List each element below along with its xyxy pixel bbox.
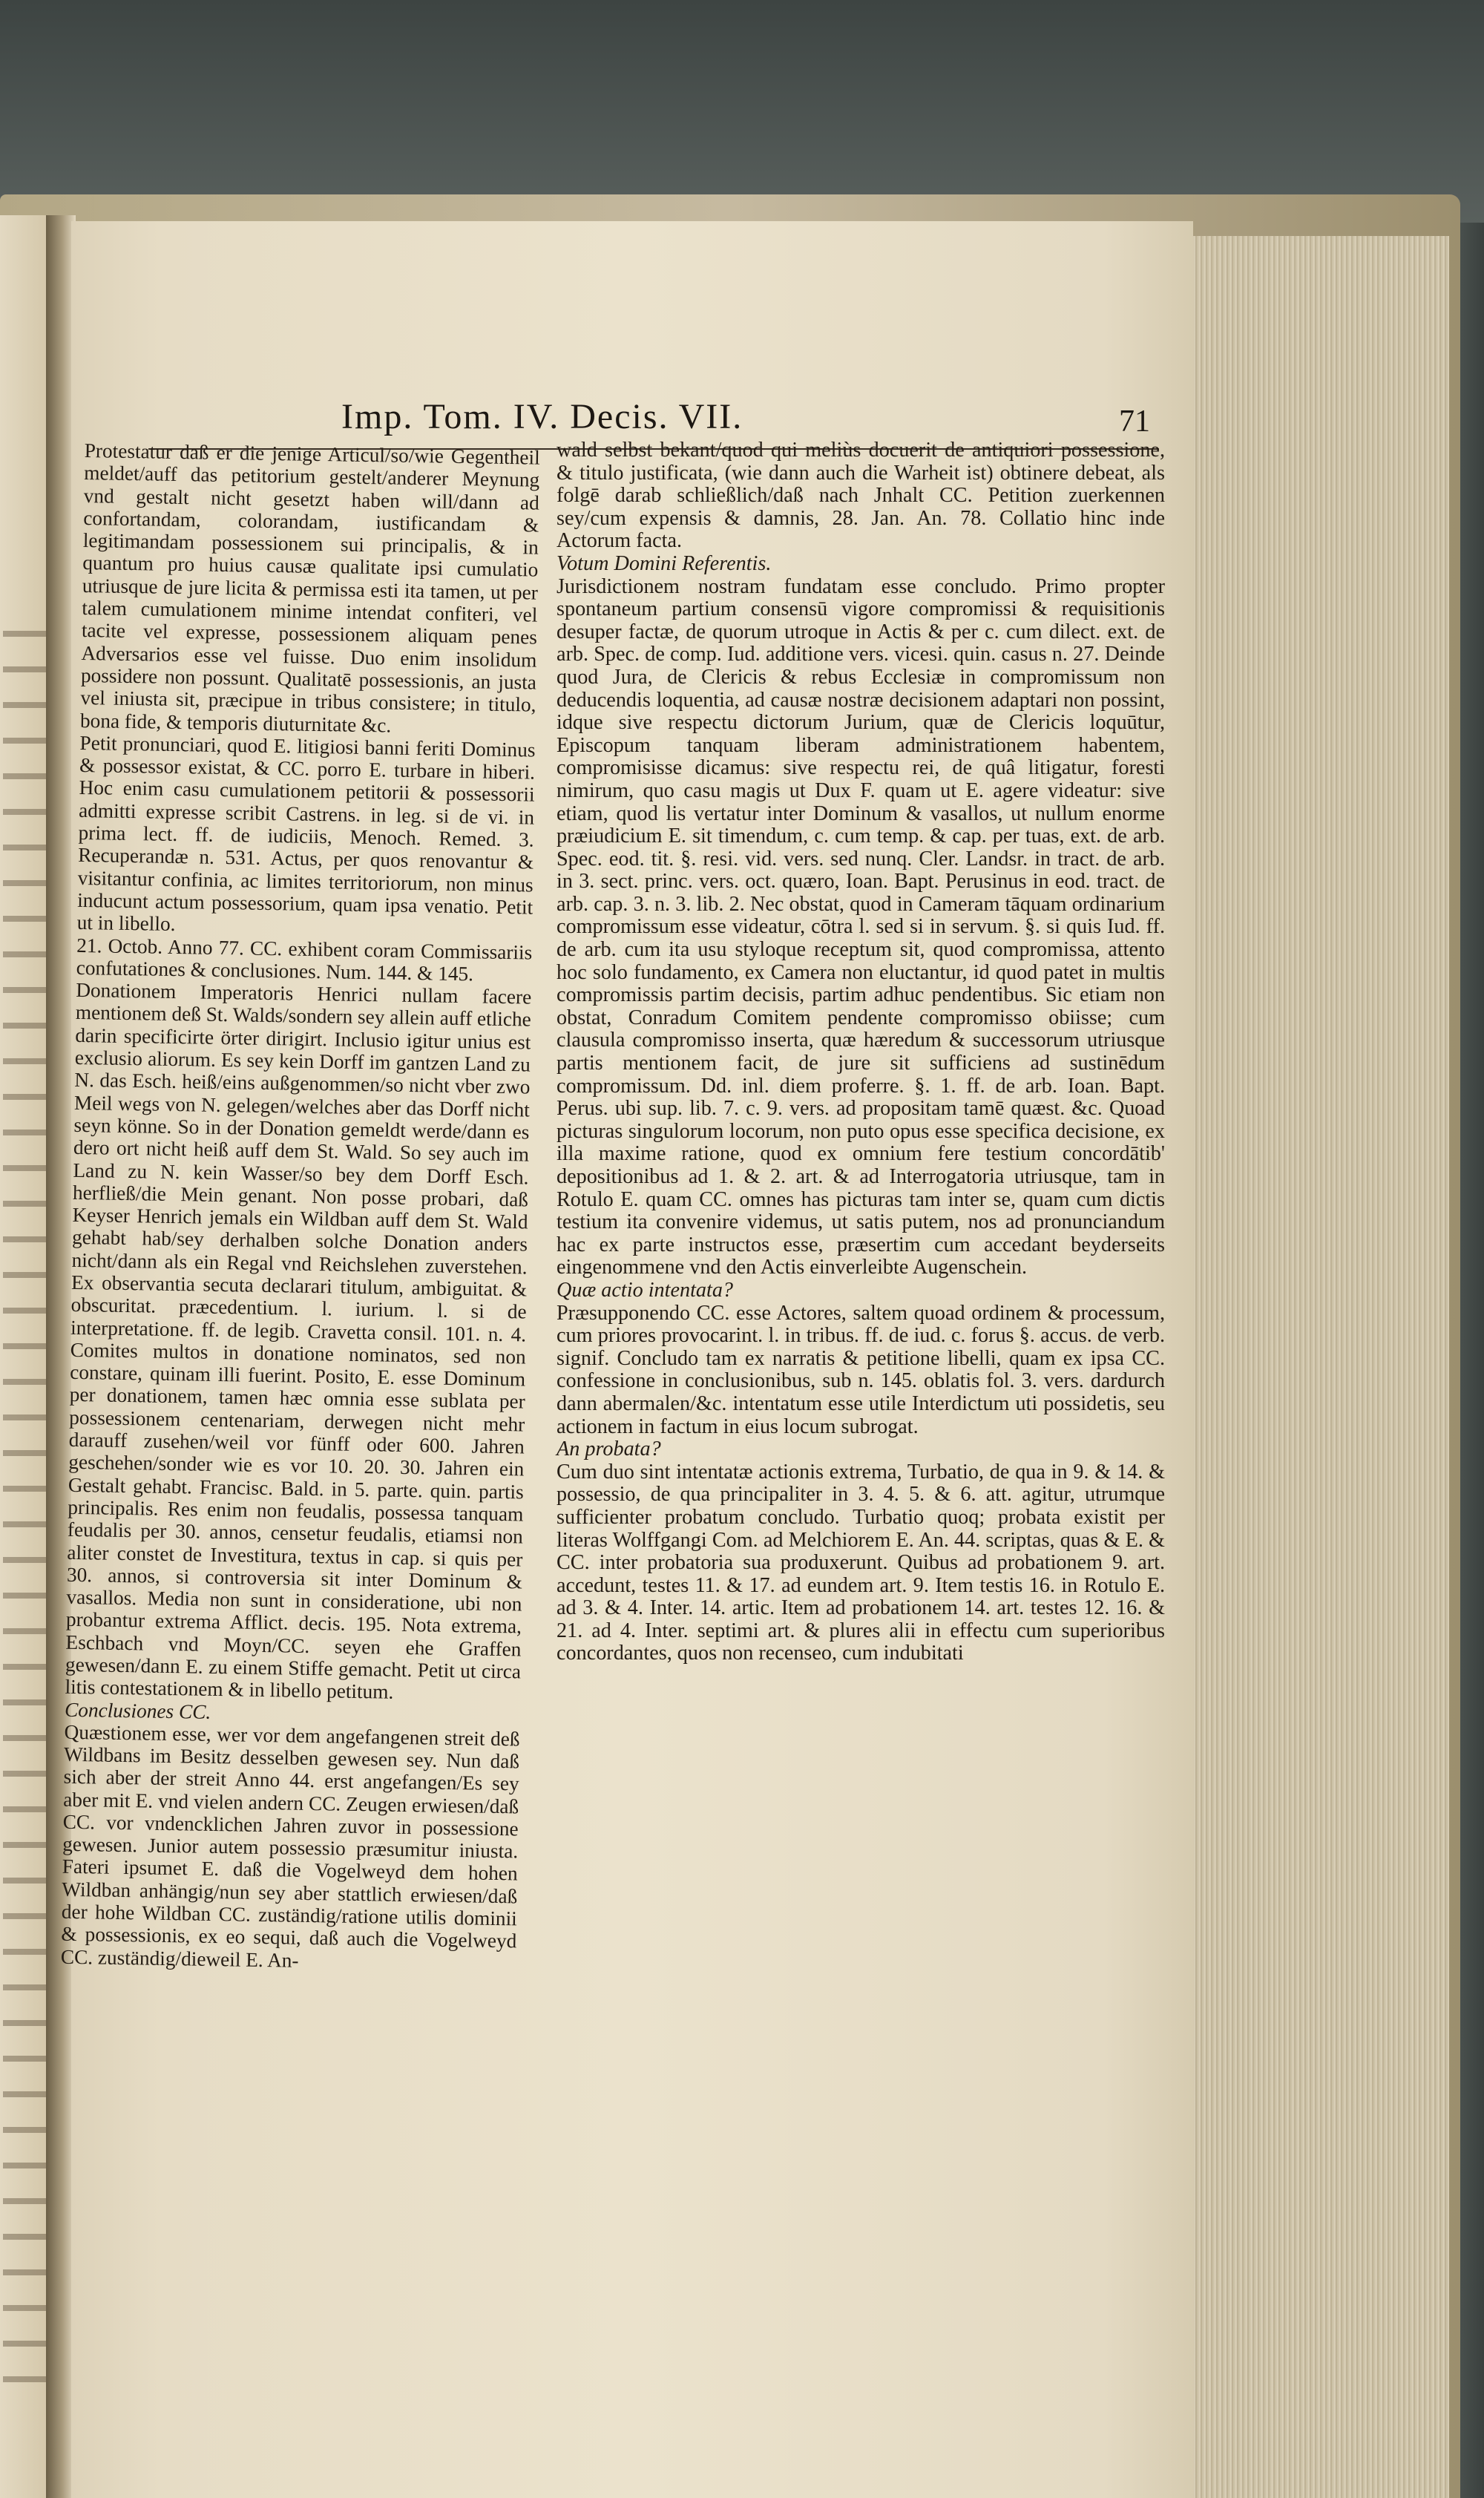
right-paragraph-cum-duo: Cum duo sint intentatæ actionis extrema, Turbatio, de qua in 9. & 14. & possessio, de qua principaliter in 3. 4. 5. & 6. att. agitur, utrumque sufficienter probatum concludo. Turbatio quoq; probata existit per literas Wolffgangi Com. ad Melchiorem E. An. 44. scriptas, quas & E. & CC. inter probatoria sua produxerunt. Quibus ad probationem 9. art. accedunt, testes 11. & 17. ad eundem art. 9. Item testis 16. in Rotulo E. ad 3. & 4. Inter. 14. artic. Item ad probationem 14. art. testes 12. 16. & 21. ad 4. Inter. septimi art. & plures alii in effectu cum superioribus concordantes, quos non recenseo, cum indubitati	[556, 1460, 1165, 1665]
right-heading-probata: An probata?	[556, 1438, 661, 1461]
page-number: 71	[1119, 404, 1150, 439]
dark-background	[0, 0, 1484, 223]
left-paragraph-date: 21. Octob. Anno 77. CC. exhibent coram Commissariis confutationes & conclusiones. Num. 144. & 145.	[76, 934, 533, 986]
left-text-column	[61, 439, 540, 1975]
left-paragraph-questionem: Quæstionem esse, wer vor dem angefangenen streit deß Wildbans im Besitz desselben gewesen sey. Nun daß sich aber der streit Anno 44. erst angefangen/Es sey aber mit E. vnd vielen andern CC. Zeugen erwiesen/daß CC. vor vndencklichen Jahren zuvor in possessione gewesen. Junior autem possessio præsumitur iniusta. Fateri ipsumet E. daß die Vogelweyd dem hohen Wildban anhängig/nun sey aber stattlich erwiesen/daß der hohe Wildban CC. zuständig/ratione utilis dominii & possessionis, ex eo sequi, daß auch die Vogelweyd CC. zuständig/dieweil E. An-	[60, 1720, 520, 1972]
facing-page-edge	[0, 215, 52, 2498]
right-paragraph-jurisdictionem: Jurisdictionem nostram fundatam esse concludo. Primo propter spontaneum partium consensū vigore compromissi & requisitionis desuper factæ, de quorum utroque in Actis & per c. cum dilect. ext. de arb. Spec. de comp. Iud. additione vers. vicesi. quin. casus n. 27. Deinde quod Jura, de Clericis & rebus Ecclesiæ in compromissum non deducendis loquentia, ad causæ nostræ decisionem adaptari non possint, idque sive respectu dictorum Jurium, quæ de Clericis loquūtur, Episcopum tanquam liberam administrationem habentem, compromisisse dicamus: sive respectu rei, de quâ litigatur, foresti nimirum, quo casu magis ut Dux F. quam ut E. agere videatur: sive etiam, quod lis vertatur inter Dominum & vasallos, ut nullum enorme præiudicium E. sit timendum, c. cum temp. & cap. per tuas, ext. de arb. Spec. eod. tit. §. resi. vid. vers. sed nunq. Cler. Landsr. in tract. de arb. in 3. sect. princ. vers. oct. quæro, Ioan. Bapt. Perusinus in eod. tract. de arb. cap. 3. n. 3. lib. 2. Nec obstat, quod in Cameram tāquam ordinarium compromissum esse videatur, cōtra l. sed si in servum. §. si quis Iud. ff. de arb. cum ita usu styloque receptum sit, quod compromissa, attento hoc solo fundamento, ex Camera non eluctantur, id quod patet in multis compromissis partim decisis, partim adhuc pendentibus. Sic etiam non obstat, Conradum Comitem pendente compromisso obiisse; cum clausula compromisso inserta, quæ hæredum & successorum utriusque partis mentionem facit, de jure sit sufficiens ad sustinēdum compromissum. Dd. inl. diem proferre. §. 1. ff. de arb. Ioan. Bapt. Perus. ubi sup. lib. 7. c. 9. vers. ad propositam tamē quæst. &c. Quoad picturas singulorum locorum, non puto opus esse specifica decisione, ex illa maxime ratione, quod ex omnium fere testium concordātib' depositionibus ad 1. & 2. art. & ad Interrogatoria utriusque, tam in Rotulo E. quam CC. omnes has picturas tam inter se, quam cum dictis testium ita convenire videmus, ut satis putem, nos ad pronunciandum hac ex parte instructos esse, præsertim cum accedant beyderseits eingenommene vnd den Actis einverleibte Augenschein.	[556, 574, 1165, 1279]
left-paragraph-petit: Petit pronunciari, quod E. litigiosi banni feriti Dominus & possessor existat, & CC. porro E. turbare in hiberi. Hoc enim casu cumulationem petitorii & possessorii admitti expresse scribit Castrens. in leg. si de vi. in prima lect. ff. de iudiciis, Menoch. Remed. 3. Recuperandæ n. 531. Actus, per quos renovantur & visitantur confinia, ac limites territoriorum, non minus inducunt actum possessorium, quam ipsa venatio. Petit ut in libello.	[76, 731, 536, 936]
right-paragraph-wald: wald selbst bekant/quod qui meliùs docuerit de antiquiori possessione, & titulo justificata, (wie dann auch die Warheit ist) obtinere debeat, als folgē darab schließlich/daß nach Jnhalt CC. Petition zuerkennen sey/cum expensis & damnis, 28. Jan. An. 78. Collatio hinc inde Actorum facta.	[556, 439, 1165, 553]
right-text-column	[556, 439, 1165, 1665]
left-heading-conclusiones: Conclusiones CC.	[64, 1698, 211, 1723]
left-paragraph-donationem: Donationem Imperatoris Henrici nullam facere mentionem deß St. Walds/sondern sey allein auff etliche darin specificirte örter dirigirt. Inclusio igitur unius est exclusio aliorum. Es sey kein Dorff im gantzen Land zu N. das Esch. heiß/eins außgenommen/so nicht vber zwo Meil wegs von N. gelegen/welches aber das Dorff nicht seyn könne. So in der Donation gemeldt werde/dann es dero ort nicht heiß auff dem St. Wald. So sey auch im Land zu N. kein Wasser/so bey dem Dorff Esch. herfließ/die Mein genant. Non posse probari, daß Keyser Henrich jemals ein Wildban auff dem St. Wald gehabt hab/sey derhalben solche Donation anders nicht/dann als ein Regal vnd Reichslehen zuverstehen. Ex observantia secuta declarari titulum, ambiguitat. & obscuritat. præcedentium. l. iurium. l. si de interpretatione. ff. de legib. Cravetta consil. 101. n. 4. Comites multos in donatione nominatos, sed non constare, quinam illi fuerint. Posito, E. esse Dominum per donationem, tamen hæc omnia esse sublata per possessionem centenariam, derwegen nicht mehr darauff zusehen/weil vor fünff oder 600. Jahren geschehen/sonder wie es vor 10. 20. 30. Jahren ein Gestalt gehabt. Francisc. Bald. in 5. parte. quin. partis principalis. Res enim non feudalis, possessa tanquam feudalis per 30. annos, censetur feudalis, etiamsi non aliter constet de Investitura, textus in cap. si quis per 30. annos, si controversia sit inter Dominum & vasallos. Media non sunt in consideratione, ubi non probantur extrema Afflict. decis. 195. Nota extrema, Eschbach vnd Moyn/CC. seyen ehe Graffen gewesen/dann E. zu einem Stiffe gemacht. Petit ut circa litis contestationem & in libello petitum.	[65, 979, 532, 1704]
left-paragraph-protestatur: Protestatur daß er die jenige Articul/so/wie Gegentheil meldet/auff das petitorium gestelt/anderer Meynung vnd gestalt nicht gesetzt haben will/dann ad confortandam, colorandam, iustificandam & legitimandam possessionem sui principalis, & in quantum pro huius causæ qualitate ipsi cumulatio utriusque de jure licita & permissa esti ita tamen, ut per talem cumulationem minime intendat confiteri, vel tacite vel expresse, possessionem aliquam penes Adversarios esse vel fuisse. Duo enim insolidum possidere non possunt. Qualitatē possessionis, an justa vel iniusta sit, præcipue in tribus consistere; in titulo, bona fide, & temporis diuturnitate &c.	[79, 439, 540, 737]
right-heading-actio: Quæ actio intentata?	[556, 1278, 734, 1302]
right-paragraph-praesupponendo: Præsupponendo CC. esse Actores, saltem quoad ordinem & processum, cum priores provocarint. l. in tribus. ff. de iud. c. forus §. accus. de verb. signif. Concludo tam ex narratis & petitione libelli, quam ex ipsa CC. confessione in conclusionibus, sub n. 145. oblatis fol. 3. vers. dardurch dann abermalen/&c. intentatum esse utile Interdictum uti possidetis, seu actionem in factum in eius locum subrogat.	[556, 1301, 1165, 1438]
page-block-edges	[1190, 236, 1449, 2498]
facing-page-text-fragments	[3, 601, 46, 2382]
right-heading-votum: Votum Domini Referentis.	[556, 551, 772, 575]
running-header: Imp. Tom. IV. Decis. VII.	[341, 397, 743, 436]
